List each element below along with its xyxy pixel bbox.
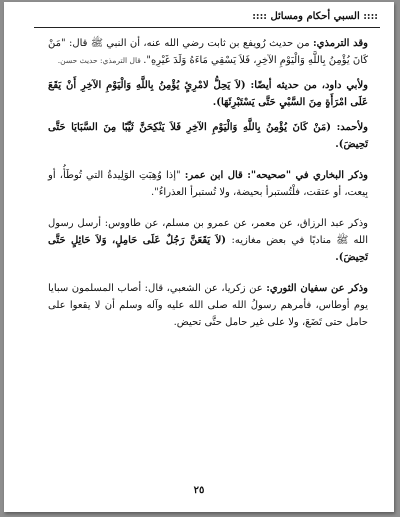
hadith-text: (لاَ يَحِلُّ لامْرِئٍ يُؤْمِنُ بِاللَّهِ وَالْيَوْمِ الآخِرِ أَنْ يَقَعَ عَلَى امْرَأَةٍ مِنَ السَّبْيِ حَتَّى يَسْتَبْرِئَهَا).	[48, 80, 368, 108]
paragraph-abd-al-razzaq	[48, 215, 368, 266]
paragraph-lead: ولأبي داود، من حديثه أيضًا:	[250, 80, 368, 91]
paragraph-bukhari	[48, 167, 368, 201]
paragraph-tirmidhi	[48, 35, 368, 69]
paragraph-text: من حديث رُويفع بن ثابت رضي الله عنه، أن النبي ﷺ قال: "مَنْ كَانَ يُؤْمِنُ بِاللَّهِ وَالْيَوْمِ الآخِرِ، فَلاَ يَسْقِي مَاءَهُ وَلَدَ غَيْرِهِ".	[48, 38, 368, 66]
running-header: :::: السبي أحكام ومسائل ::::	[252, 11, 378, 22]
paragraph-sufyan	[48, 280, 368, 331]
paragraph-lead: وذكر البخاري في "صحيحه": قال ابن عمر:	[184, 170, 369, 181]
document-page	[4, 2, 394, 512]
paragraph-lead: ولأحمد:	[336, 122, 368, 133]
paragraph-abu-dawud	[48, 77, 368, 111]
paragraph-ahmad	[48, 119, 368, 153]
page-body	[48, 35, 368, 339]
hadith-text: (مَنْ كَانَ يُؤْمِنُ بِاللَّهِ وَالْيَوْمِ الآخِرِ فَلاَ يَنْكِحَنَّ ثَيِّبًا مِنَ السَّبَايَا حَتَّى تَحِيضَ).	[48, 122, 368, 150]
paragraph-text: وذكر عبد الرزاق، عن معمر، عن عمرو بن مسلم، عن طاووس: أرسل رسول الله ﷺ مناديًا في بعض مغازيه:	[48, 218, 368, 246]
paragraph-lead: وقد الترمذي:	[312, 38, 368, 49]
grading-note: قال الترمذي: حديث حسن.	[57, 56, 144, 65]
hadith-text: (لاَ يَقَعَنَّ رَجُلٌ عَلَى حَامِلٍ، وَلاَ حَائِلٍ حَتَّى تَحِيضَ).	[48, 235, 368, 263]
paragraph-lead: وذكر عن سفيان الثوري:	[266, 283, 368, 294]
header-rule	[34, 27, 380, 28]
paragraph-text: عن زكريا، عن الشعبي، قال: أصاب المسلمون سبايا يوم أوطاس، فأمرهم رسولُ الله صلى الله عليه وآله وسلم أن لا يقعوا على حامل حتى تَضَعَ، ولا على غير حامل حتَّى تحيض.	[48, 283, 368, 328]
page-number: ٢٥	[193, 485, 205, 496]
paragraph-text: "إذا وُهِبَتِ الوَلِيدةُ التي تُوطَأُ، أو بِيعت، أو عتقت، فلْتُستبرأ بحيضة، ولا تُستبرأ العذراءُ".	[48, 170, 368, 198]
